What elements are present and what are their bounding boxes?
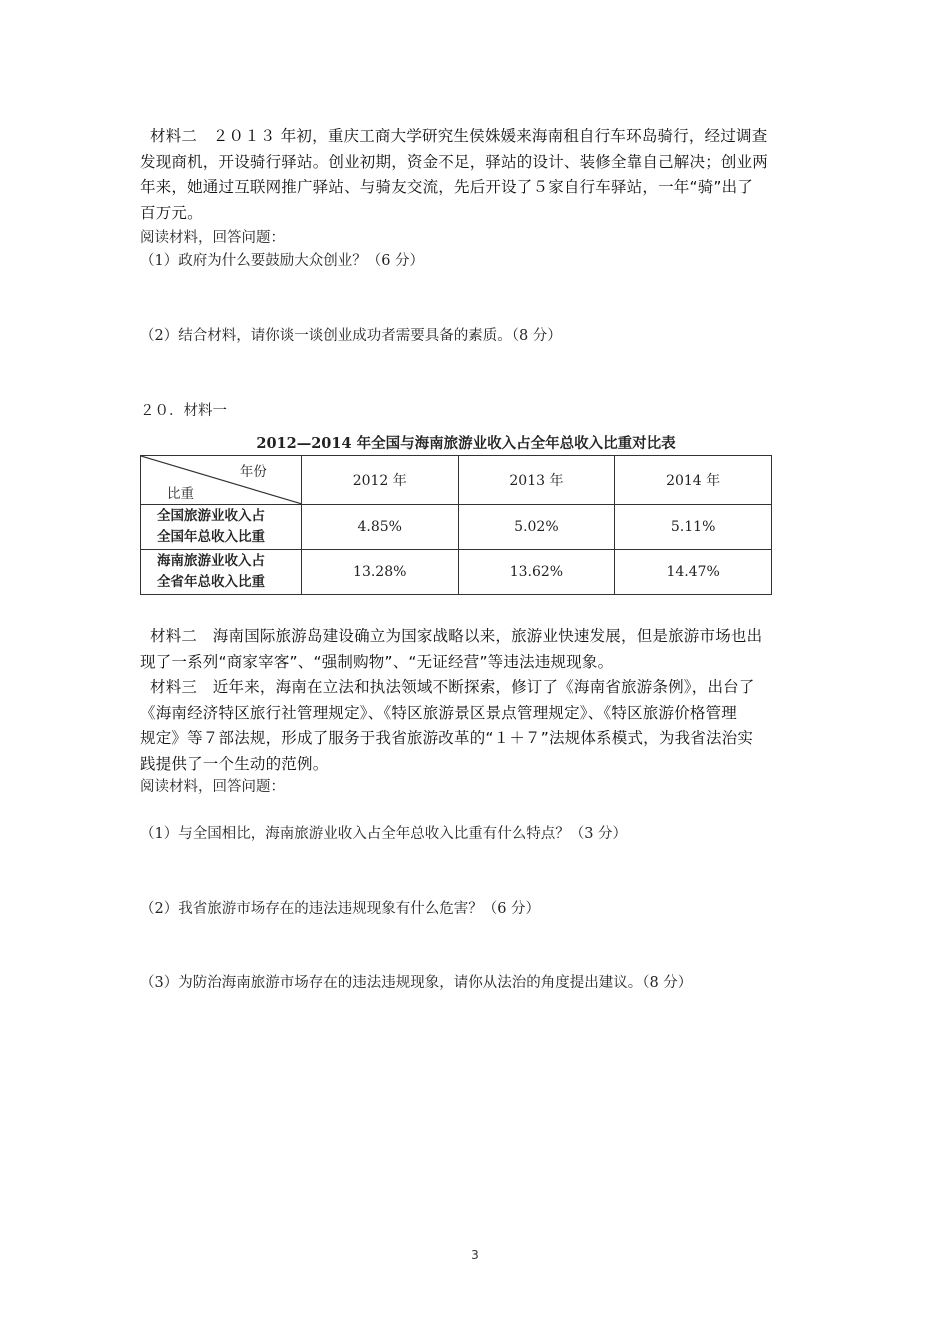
question-19-1: （1）政府为什么要鼓励大众创业？（6 分）	[140, 253, 425, 269]
row-label	[141, 550, 302, 595]
year-header: 2012 年	[301, 456, 458, 505]
text-line: 现了一系列“商家宰客”、“强制购物”、“无证经营”等违法违规现象。	[140, 652, 614, 671]
row-label-line: 全国旅游业收入占	[157, 508, 265, 524]
table-cell: 14.47%	[615, 550, 772, 595]
question-20-1: （1）与全国相比，海南旅游业收入占全年总收入比重有什么特点？（3 分）	[140, 826, 628, 842]
table-corner-cell	[141, 456, 302, 505]
text-line: 年来，她通过互联网推广驿站、与骑友交流，先后开设了５家自行车驿站，一年“骑”出了	[140, 178, 754, 196]
row-label	[141, 505, 302, 550]
year-header: 2014 年	[615, 456, 772, 505]
material-3-paragraph	[140, 675, 755, 777]
comparison-table	[140, 455, 772, 595]
row-label-line: 全国年总收入比重	[157, 529, 265, 545]
table-cell: 4.85%	[301, 505, 458, 550]
table-row	[141, 505, 772, 550]
diagonal-divider	[141, 456, 302, 504]
text-line: 践提供了一个生动的范例。	[140, 754, 329, 773]
read-prompt: 阅读材料，回答问题：	[140, 230, 285, 246]
question-20-header: ２０．材料一	[140, 403, 227, 419]
text-line: 规定》等７部法规，形成了服务于我省旅游改革的“１＋７”法规体系模式，为我省法治实	[140, 729, 754, 747]
page-number: 3	[471, 1248, 479, 1262]
material-2-paragraph	[140, 124, 768, 226]
table-cell: 5.11%	[615, 505, 772, 550]
table-cell: 13.62%	[458, 550, 615, 595]
text-line: 《海南经济特区旅行社管理规定》、《特区旅游景区景点管理规定》、《特区旅游价格管理	[140, 703, 738, 722]
text-line: 发现商机，开设骑行驿站。创业初期，资金不足，驿站的设计、装修全靠自己解决；创业两	[140, 152, 769, 171]
corner-label-ratio: 比重	[167, 486, 194, 502]
question-19-2: （2）结合材料，请你谈一谈创业成功者需要具备的素质。（8 分）	[140, 328, 562, 344]
material-2b-paragraph	[140, 624, 762, 675]
text-line: 材料二 海南国际旅游岛建设确立为国家战略以来，旅游业快速发展，但是旅游市场也出	[150, 627, 763, 645]
year-header: 2013 年	[458, 456, 615, 505]
read-prompt: 阅读材料，回答问题：	[140, 779, 285, 795]
table-cell: 13.28%	[301, 550, 458, 595]
row-label-line: 全省年总收入比重	[157, 574, 265, 590]
corner-label-year: 年份	[239, 464, 267, 480]
table-row	[141, 550, 772, 595]
text-line: 材料三 近年来，海南在立法和执法领域不断探索，修订了《海南省旅游条例》，出台了	[150, 678, 755, 696]
text-line: 百万元。	[140, 203, 203, 222]
row-label-line: 海南旅游业收入占	[157, 553, 265, 569]
question-20-2: （2）我省旅游市场存在的违法违规现象有什么危害？（6 分）	[140, 901, 541, 917]
question-20-3: （3）为防治海南旅游市场存在的违法违规现象，请你从法治的角度提出建议。（8 分）	[140, 975, 693, 991]
text-line: 材料二 ２０１３ 年初，重庆工商大学研究生侯姝媛来海南租自行车环岛骑行，经过调查	[150, 127, 768, 145]
table-header-row	[141, 456, 772, 505]
table-title: 2012—2014 年全国与海南旅游业收入占全年总收入比重对比表	[256, 435, 676, 452]
table-cell: 5.02%	[458, 505, 615, 550]
